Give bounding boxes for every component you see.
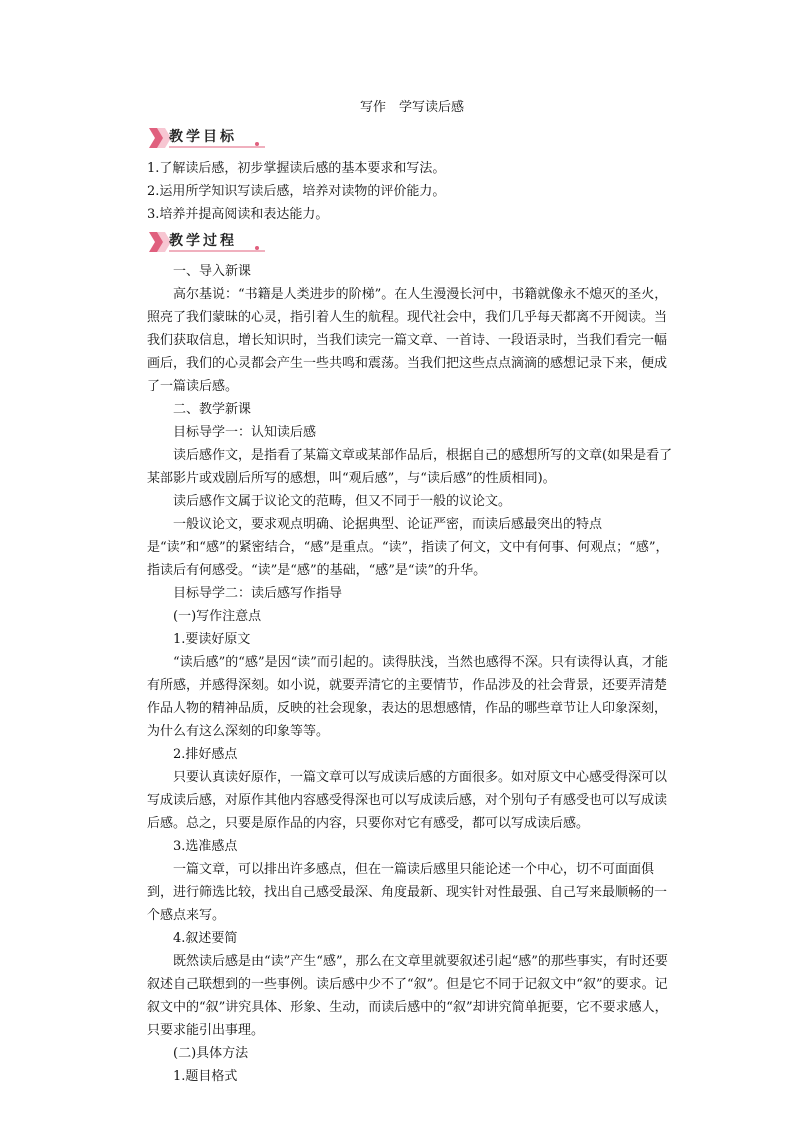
- goal-item-3: 3.培养并提高阅读和表达能力。: [147, 207, 329, 222]
- goals-list: [147, 157, 677, 226]
- point-3-text: 一篇文章，可以排出许多感点，但在一篇读后感里只能论述一个中心，切不可面面俱到，进行筛选比较，找出自己感受最深、角度最新、现实针对性最强、自己写来最顺畅的一个感点来写。: [147, 862, 668, 923]
- page-title: 写作 学写读后感: [359, 100, 464, 115]
- section-heading-goals: 教学目标: [169, 129, 237, 145]
- process-body: [147, 260, 677, 1088]
- heading-intro: 一、导入新课: [173, 264, 252, 279]
- section-banner-goals: [147, 126, 267, 150]
- target-guide-2: 目标导学二：读后感写作指导: [173, 586, 343, 601]
- goal-item-1: 1.了解读后感，初步掌握读后感的基本要求和写法。: [147, 161, 446, 176]
- point-3-heading: 3.选准感点: [173, 839, 238, 854]
- point-2-heading: 2.排好感点: [173, 747, 238, 762]
- method-1-heading: 1.题目格式: [173, 1069, 238, 1084]
- subheading-methods: (二)具体方法: [173, 1046, 249, 1061]
- subheading-notes: (一)写作注意点: [173, 609, 262, 624]
- heading-new-lesson: 二、教学新课: [173, 402, 252, 417]
- point-2-text: 只要认真读好原作，一篇文章可以写成读后感的方面很多。如对原文中心感受得深可以写成读后感，对原作其他内容感受得深也可以写成读后感，对个别句子有感受也可以写成读后感。总之，只要是原作品的内容，只要你对它有感受，都可以写成读后感。: [147, 770, 668, 831]
- point-4-heading: 4.叙述要简: [173, 931, 238, 946]
- point-1-text: “读后感”的“感”是因“读”而引起的。读得肤浅，当然也感得不深。只有读得认真，才能有所感，并感得深刻。如小说，就要弄清它的主要情节，作品涉及的社会背景，还要弄清楚作品人物的精神品质，反映的社会现象，表达的思想感情，作品的哪些章节让人印象深刻，为什么有这么深刻的印象等等。: [147, 655, 668, 739]
- paragraph-category: 读后感作文属于议论文的范畴，但又不同于一般的议论文。: [173, 494, 512, 509]
- section-heading-process: 教学过程: [169, 233, 237, 249]
- point-1-heading: 1.要读好原文: [173, 632, 251, 647]
- paragraph-intro: 高尔基说：“书籍是人类进步的阶梯”。在人生漫漫长河中，书籍就像永不熄灭的圣火，照亮了我们蒙昧的心灵，指引着人生的航程。现代社会中，我们几乎每天都离不开阅读。当我们获取信息，增长知识时，当我们读完一篇文章、一首诗、一段语录时，当我们看完一幅画后，我们的心灵都会产生一些共鸣和震荡。当我们把这些点点滴滴的感想记录下来，便成了一篇读后感。: [147, 287, 668, 394]
- point-4-text: 既然读后感是由“读”产生“感”，那么在文章里就要叙述引起“感”的那些事实，有时还要叙述自己联想到的一些事例。读后感中少不了“叙”。但是它不同于记叙文中“叙”的要求。记叙文中的“叙”讲究具体、形象、生动，而读后感中的“叙”却讲究简单扼要，它不要求感人，只要求能引出事理。: [147, 954, 668, 1038]
- goal-item-2: 2.运用所学知识写读后感，培养对读物的评价能力。: [147, 184, 446, 199]
- section-banner-process: [147, 230, 267, 254]
- paragraph-features: 一般议论文，要求观点明确、论据典型、论证严密，而读后感最突出的特点是“读”和“感”的紧密结合，“感”是重点。“读”，指读了何文，文中有何事、何观点；“感”，指读后有何感受。“读”是“感”的基础，“感”是“读”的升华。: [147, 517, 669, 578]
- target-guide-1: 目标导学一：认知读后感: [173, 425, 317, 440]
- paragraph-definition: 读后感作文，是指看了某篇文章或某部作品后，根据自己的感想所写的文章(如果是看了某部影片或戏剧后所写的感想，叫“观后感”，与“读后感”的性质相同)。: [147, 448, 673, 486]
